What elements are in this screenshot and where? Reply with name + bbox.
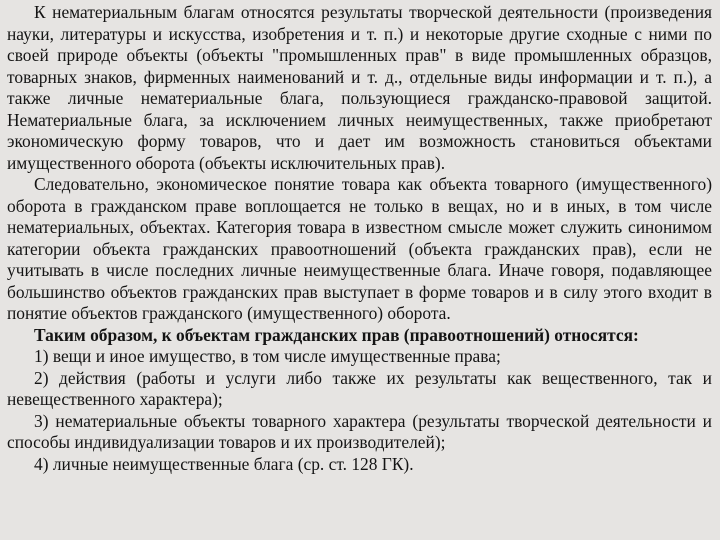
list-heading: Таким образом, к объектам гражданских прав (правоотношений) относятся: <box>34 324 639 345</box>
paragraph-intangible-goods: К нематериальным благам относятся результаты творческой деятельности (произведения науки, литературы и искусства, изобретения и т. п.) и некоторые другие сходные с ними по своей природе объекты (объекты "промышленных прав" в виде промышленных образцов, товарных знаков, фирменных наименований и т. д., отдельные виды информации и т. п.), а также личные нематериальные блага, пользующиеся гражданско-правовой защитой. Нематериальные блага, за исключением личных неимущественных, также приобретают экономическую форму товаров, что и дает им возможность становиться объектами имущественного оборота (объекты исключительных прав). <box>7 2 712 173</box>
list-item-actions: 2) действия (работы и услуги либо также их результаты как вещественного, так и невещественного характера); <box>7 367 712 409</box>
list-item-things: 1) вещи и иное имущество, в том числе имущественные права; <box>34 346 501 366</box>
paragraph-commodity-concept: Следовательно, экономическое понятие товара как объекта товарного (имущественного) оборота в гражданском праве воплощается не только в вещах, но и в иных, в том числе нематериальных, объектах. Категория товара в известном смысле может служить синонимом категории объекта гражданских правоотношений (объекта гражданских прав), если не учитывать в числе последних личные неимущественные блага. Иначе говоря, подавляющее большинство объектов гражданских прав выступает в форме товаров и в силу этого входит в понятие объектов гражданского (имущественного) оборота. <box>7 174 712 323</box>
list-item-personal-benefits: 4) личные неимущественные блага (ср. ст. 128 ГК). <box>34 453 414 474</box>
list-item-intangible-objects: 3) нематериальные объекты товарного характера (результаты творческой деятельности и способы индивидуализации товаров и их производителей); <box>7 410 712 452</box>
